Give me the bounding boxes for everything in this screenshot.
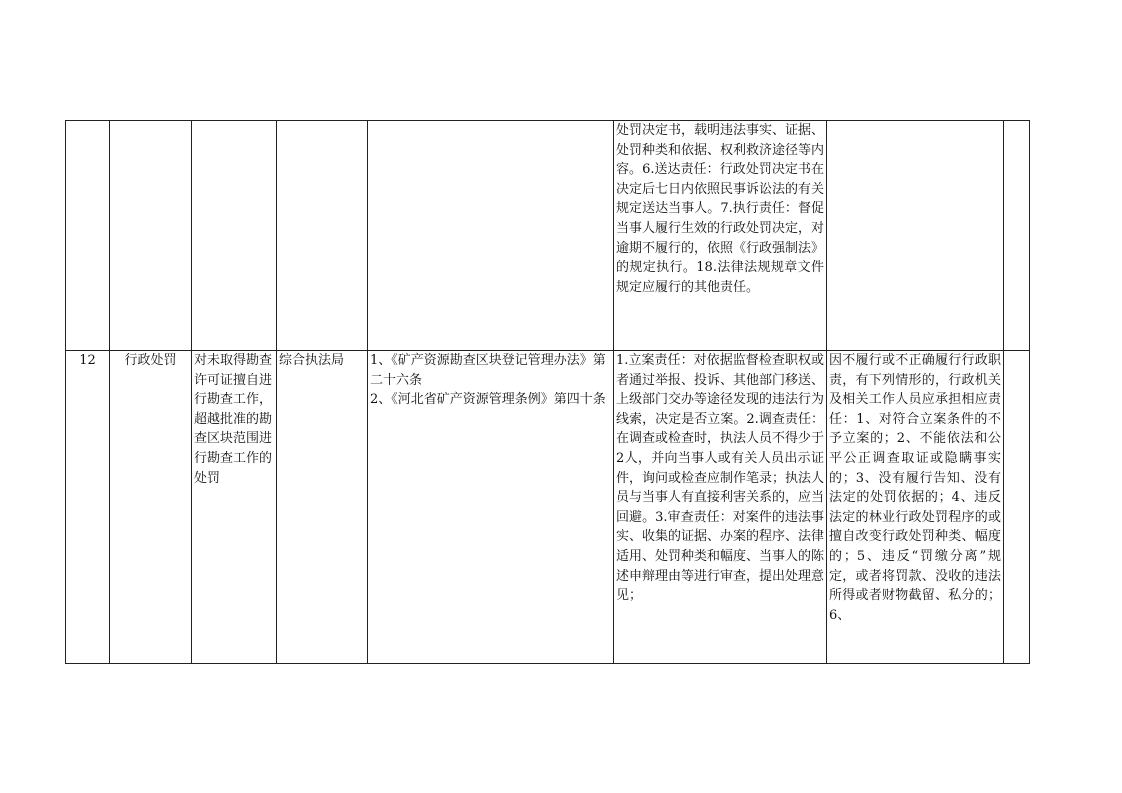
department-cell: 综合执法局 — [277, 351, 368, 664]
row-number-cell: 12 — [66, 351, 110, 664]
item-cell: 对未取得勘查许可证擅自进行勘查工作，超越批准的勘查区块范围进行勘查工作的处罚 — [192, 351, 277, 664]
legal-basis-cell — [368, 121, 614, 351]
remark-cell — [1004, 351, 1030, 664]
accountability-cell: 因不履行或不正确履行行政职责，有下列情形的，行政机关及相关工作人员应承担相应责任：1、对符合立案条件的不予立案的；2、不能依法和公平公正调查取证或隐瞒事实的；3、没有履行告知、没有法定的处罚依据的；4、违反法定的林业行政处罚程序的或擅自改变行政处罚种类、幅度的；5、违反“罚缴分离”规定，或者将罚款、没收的违法所得或者财物截留、私分的；6、 — [827, 351, 1004, 664]
category-cell — [110, 121, 192, 351]
department-cell — [277, 121, 368, 351]
responsibility-cell: 1.立案责任：对依据监督检查职权或者通过举报、投诉、其他部门移送、上级部门交办等途径发现的违法行为线索，决定是否立案。2.调查责任：在调查或检查时，执法人员不得少于2人，并向当事人或有关人员出示证件，询问或检查应制作笔录；执法人员与当事人有直接利害关系的，应当回避。3.审查责任：对案件的违法事实、收集的证据、办案的程序、法律适用、处罚种类和幅度、当事人的陈述申辩理由等进行审查，提出处理意见； — [614, 351, 827, 664]
responsibility-table — [65, 120, 1030, 664]
item-cell — [192, 121, 277, 351]
table-row — [66, 351, 1030, 664]
row-number-cell — [66, 121, 110, 351]
table-row — [66, 121, 1030, 351]
responsibility-cell: 处罚决定书，载明违法事实、证据、处罚种类和依据、权利救济途径等内容。6.送达责任：行政处罚决定书在决定后七日内依照民事诉讼法的有关规定送达当事人。7.执行责任：督促当事人履行生效的行政处罚决定，对逾期不履行的，依照《行政强制法》的规定执行。18.法律法规规章文件规定应履行的其他责任。 — [614, 121, 827, 351]
category-cell: 行政处罚 — [110, 351, 192, 664]
remark-cell — [1004, 121, 1030, 351]
accountability-cell — [827, 121, 1004, 351]
legal-basis-cell: 1、《矿产资源勘查区块登记管理办法》第二十六条 2、《河北省矿产资源管理条例》第四十条 — [368, 351, 614, 664]
